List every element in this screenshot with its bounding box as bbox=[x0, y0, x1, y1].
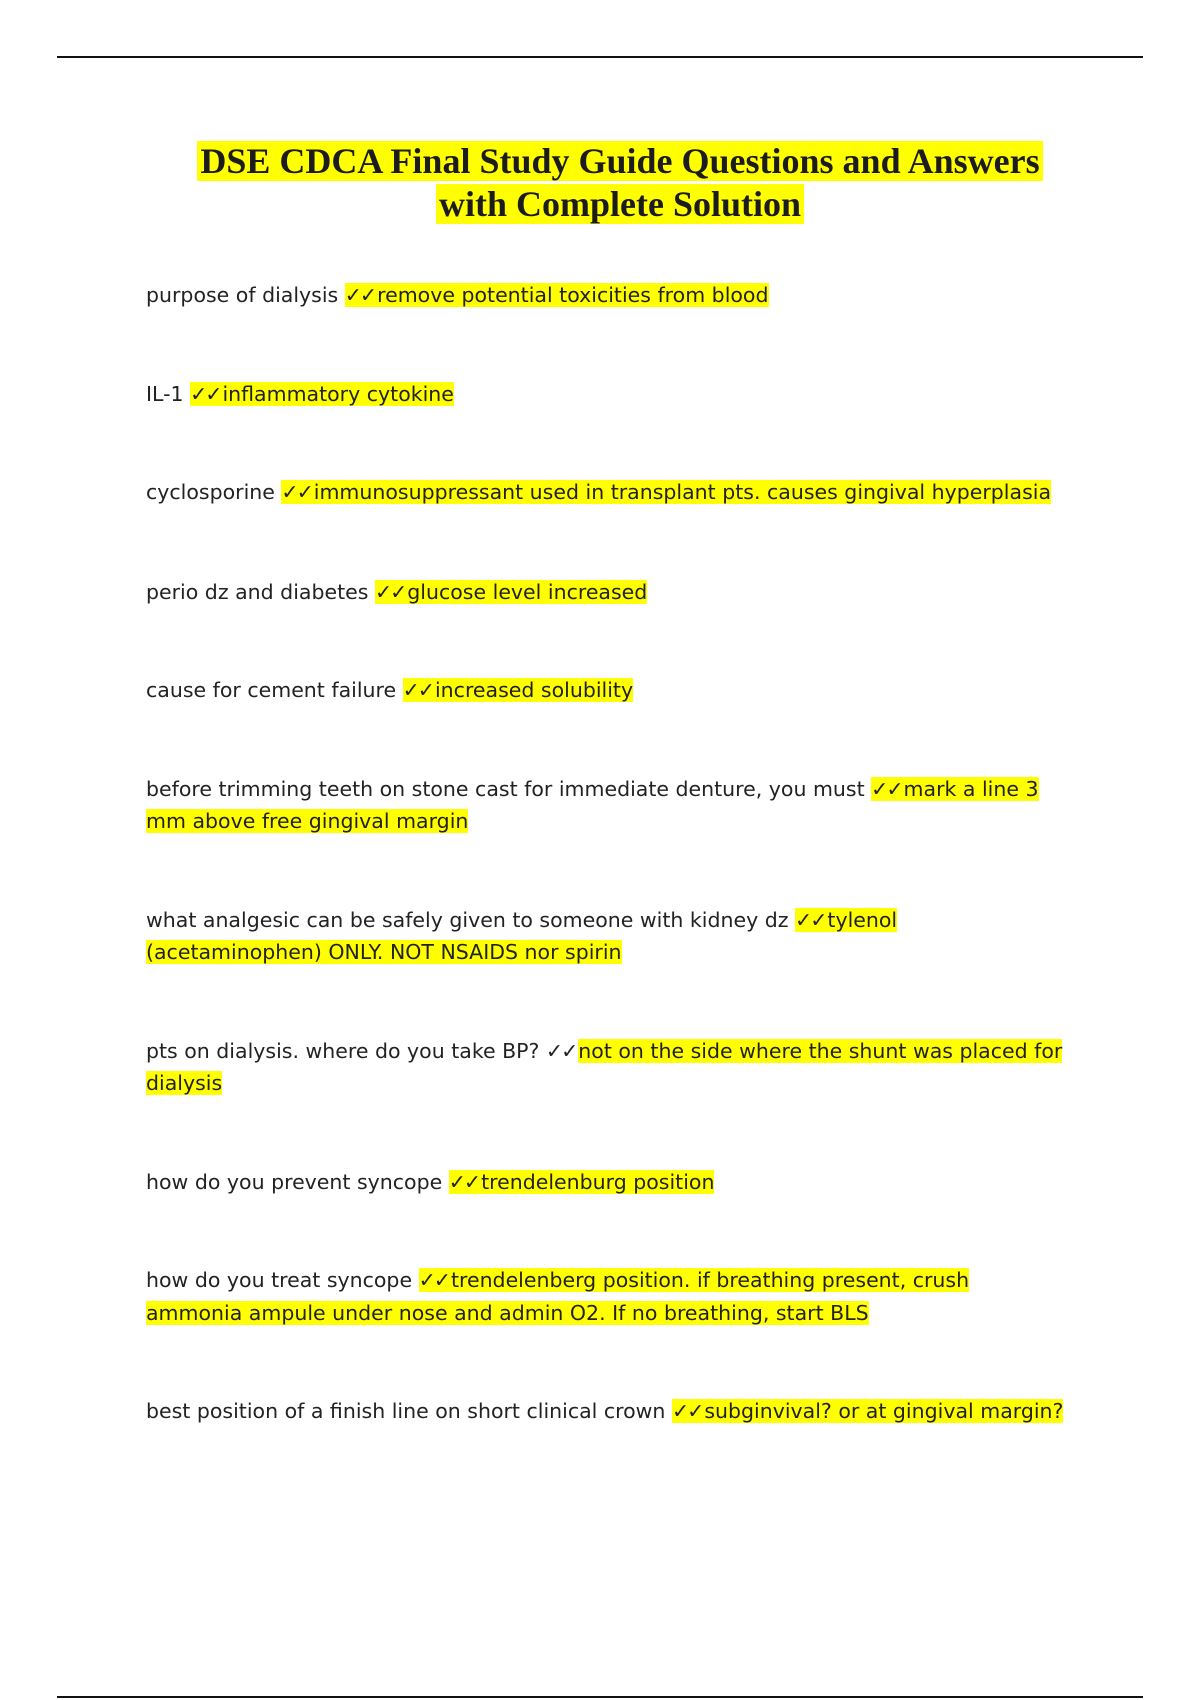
check-mark-icon: ✓✓ bbox=[795, 907, 826, 932]
check-mark-icon: ✓✓ bbox=[374, 579, 406, 604]
answer-highlight bbox=[672, 1399, 1063, 1423]
document-title bbox=[140, 140, 1100, 226]
bottom-rule bbox=[57, 1696, 1143, 1698]
answer-text: increased solubility bbox=[434, 678, 634, 702]
check-mark-icon: ✓✓ bbox=[671, 1399, 703, 1423]
answer-text: trendelenberg position. if breathing present, crush ammonia ampule under nose and admin O2. If no breathing, start BLS bbox=[146, 1268, 970, 1325]
answer-highlight bbox=[345, 283, 769, 307]
qa-item bbox=[146, 576, 1066, 609]
answer-text: remove potential toxicities from blood bbox=[377, 283, 769, 307]
answer-text: trendelenburg position bbox=[481, 1169, 715, 1194]
answer-text: mark a line 3 mm above free gingival margin bbox=[146, 776, 1039, 833]
check-mark-icon: ✓✓ bbox=[418, 1268, 449, 1292]
question-text: IL-1 bbox=[146, 381, 191, 406]
question-text: purpose of dialysis bbox=[146, 283, 345, 307]
answer-highlight bbox=[281, 480, 1051, 504]
title-line-1: DSE CDCA Final Study Guide Questions and Answers bbox=[197, 141, 1042, 181]
check-mark-icon: ✓✓ bbox=[448, 1169, 480, 1194]
question-text: cyclosporine bbox=[146, 480, 282, 504]
answer-text: not on the side where the shunt was placed for dialysis bbox=[146, 1038, 1063, 1095]
check-mark-icon: ✓✓ bbox=[402, 678, 433, 702]
qa-item bbox=[146, 904, 1066, 969]
check-mark-icon: ✓✓ bbox=[871, 776, 902, 801]
question-text: cause for cement failure bbox=[146, 678, 403, 702]
check-mark-icon: ✓✓ bbox=[344, 283, 376, 307]
qa-item bbox=[146, 1035, 1066, 1100]
question-text: how do you prevent syncope bbox=[146, 1169, 449, 1194]
title-line-2: with Complete Solution bbox=[436, 184, 804, 224]
qa-item bbox=[146, 674, 1066, 707]
question-text: before trimming teeth on stone cast for immediate denture, you must bbox=[146, 776, 872, 801]
question-text: perio dz and diabetes bbox=[146, 579, 375, 604]
top-rule bbox=[57, 56, 1143, 58]
qa-item bbox=[146, 773, 1066, 838]
qa-item bbox=[146, 476, 1066, 509]
check-mark-icon: ✓✓ bbox=[281, 480, 312, 504]
qa-list bbox=[146, 279, 1066, 1428]
question-text: what analgesic can be safely given to someone with kidney dz bbox=[146, 907, 796, 932]
answer-text: tylenol (acetaminophen) ONLY. NOT NSAIDS nor spirin bbox=[146, 907, 898, 964]
answer-text: glucose level increased bbox=[407, 579, 648, 604]
answer-highlight bbox=[375, 580, 647, 604]
question-text: best position of a finish line on short clinical crown bbox=[146, 1399, 672, 1423]
question-text: pts on dialysis. where do you take BP? bbox=[146, 1038, 546, 1063]
answer-highlight bbox=[403, 678, 633, 702]
check-mark-icon: ✓✓ bbox=[545, 1038, 577, 1063]
qa-item bbox=[146, 378, 1066, 411]
qa-item bbox=[146, 1166, 1066, 1199]
answer-text: immunosuppressant used in transplant pts. causes gingival hyperplasia bbox=[313, 480, 1052, 504]
question-text: how do you treat syncope bbox=[146, 1268, 419, 1292]
answer-highlight bbox=[190, 382, 454, 406]
qa-item bbox=[146, 279, 1066, 312]
answer-text: inflammatory cytokine bbox=[222, 381, 454, 406]
answer-highlight bbox=[449, 1170, 715, 1194]
qa-item bbox=[146, 1264, 1066, 1329]
answer-text: subginvival? or at gingival margin? bbox=[704, 1399, 1064, 1423]
qa-item bbox=[146, 1395, 1066, 1428]
check-mark-icon: ✓✓ bbox=[190, 381, 221, 406]
